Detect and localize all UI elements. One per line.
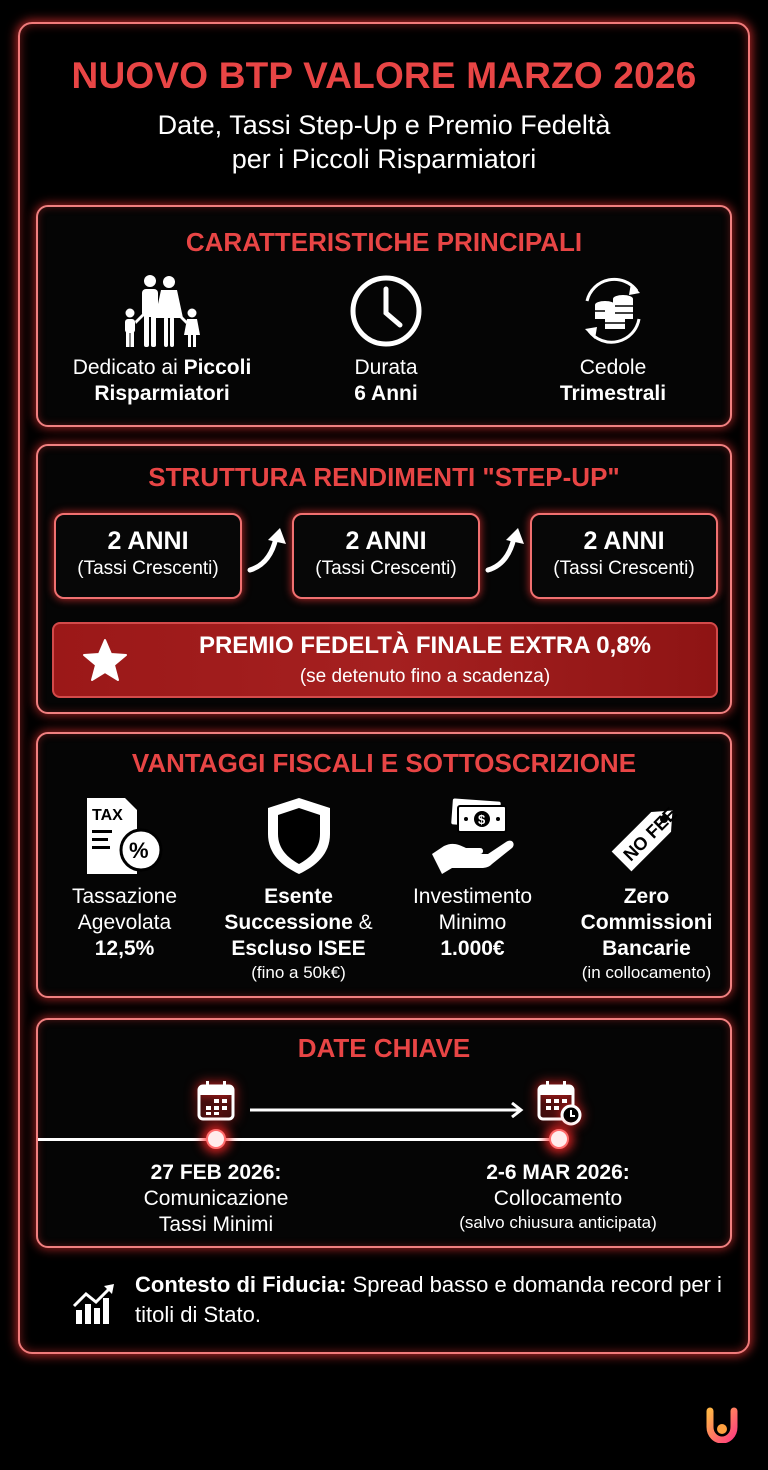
premio-subtitle: (se detenuto fino a scadenza): [299, 666, 551, 687]
panel-date-chiave: [36, 1018, 732, 1248]
clock-icon: [348, 273, 424, 349]
star-icon: [82, 638, 128, 682]
section-title: DATE CHIAVE: [297, 1033, 471, 1063]
premio-fedelta-banner: [52, 622, 718, 698]
page-subtitle: [0, 108, 768, 176]
curved-arrow-icon: [484, 524, 528, 576]
brand-logo-icon: [704, 1407, 738, 1443]
advantage-zero-commissioni: NO FEE Zero Commissioni Bancarie (in collocamento): [564, 796, 729, 984]
shield-icon: [264, 796, 334, 876]
timeline-arrow-icon: [250, 1102, 526, 1118]
money-hand-icon: [428, 796, 518, 876]
advantage-esente: Esente Successione & Escluso ISEE (fino a 50k€): [216, 796, 381, 984]
svg-text:%: %: [128, 838, 149, 863]
context-text: Contesto di Fiducia: Spread basso e domanda record per i titoli di Stato.: [135, 1272, 722, 1327]
section-title: STRUTTURA RENDIMENTI "STEP-UP": [148, 462, 620, 492]
event-comunicazione: 27 FEB 2026: Comunicazione Tassi Minimi: [143, 1161, 289, 1236]
svg-text:TAX: TAX: [91, 807, 123, 824]
section-title: CARATTERISTICHE PRINCIPALI: [185, 227, 583, 257]
step-box-3: 2 ANNI (Tassi Crescenti): [530, 513, 718, 599]
feature-durata: [296, 273, 476, 407]
advantage-investimento: $ Investimento Minimo 1.000€: [390, 796, 555, 962]
calendar-icon: [196, 1080, 236, 1122]
svg-text:NO FEE: NO FEE: [618, 803, 681, 865]
timeline-line: [38, 1138, 562, 1141]
subtitle-line-1: Date, Tassi Step-Up e Premio Fedeltà: [157, 110, 611, 140]
page-title: NUOVO BTP VALORE MARZO 2026: [71, 55, 697, 96]
no-fee-tag-icon: [605, 796, 689, 876]
step-box-1: 2 ANNI (Tassi Crescenti): [54, 513, 242, 599]
calendar-clock-icon: [536, 1080, 582, 1126]
section-title: VANTAGGI FISCALI E SOTTOSCRIZIONE: [131, 748, 637, 778]
feature-text: Dedicato ai Piccoli Risparmiatori: [72, 356, 252, 405]
subtitle-line-2: per i Piccoli Risparmiatori: [231, 144, 537, 174]
timeline-dot: [206, 1129, 226, 1149]
step-box-2: 2 ANNI (Tassi Crescenti): [292, 513, 480, 599]
growth-chart-icon: [72, 1284, 116, 1324]
feature-cedole: [518, 273, 708, 407]
event-collocamento: 2-6 MAR 2026: Collocamento (salvo chiusura anticipata): [459, 1161, 657, 1232]
family-icon: [117, 273, 207, 349]
panel-stepup: [36, 444, 732, 714]
panel-vantaggi: [36, 732, 732, 998]
feature-piccoli-risparmiatori: [52, 273, 272, 407]
timeline-dot: [549, 1129, 569, 1149]
advantage-tassazione: TAX % Tassazione Agevolata 12,5%: [42, 796, 207, 962]
feature-text: Durata 6 Anni: [354, 356, 418, 405]
panel-caratteristiche: [36, 205, 732, 427]
svg-text:$: $: [477, 812, 485, 827]
premio-title: PREMIO FEDELTÀ FINALE EXTRA 0,8%: [198, 632, 652, 659]
coins-cycle-icon: [573, 273, 653, 349]
feature-text: Cedole Trimestrali: [559, 356, 667, 405]
tax-document-icon: [83, 796, 167, 876]
curved-arrow-icon: [246, 524, 290, 576]
